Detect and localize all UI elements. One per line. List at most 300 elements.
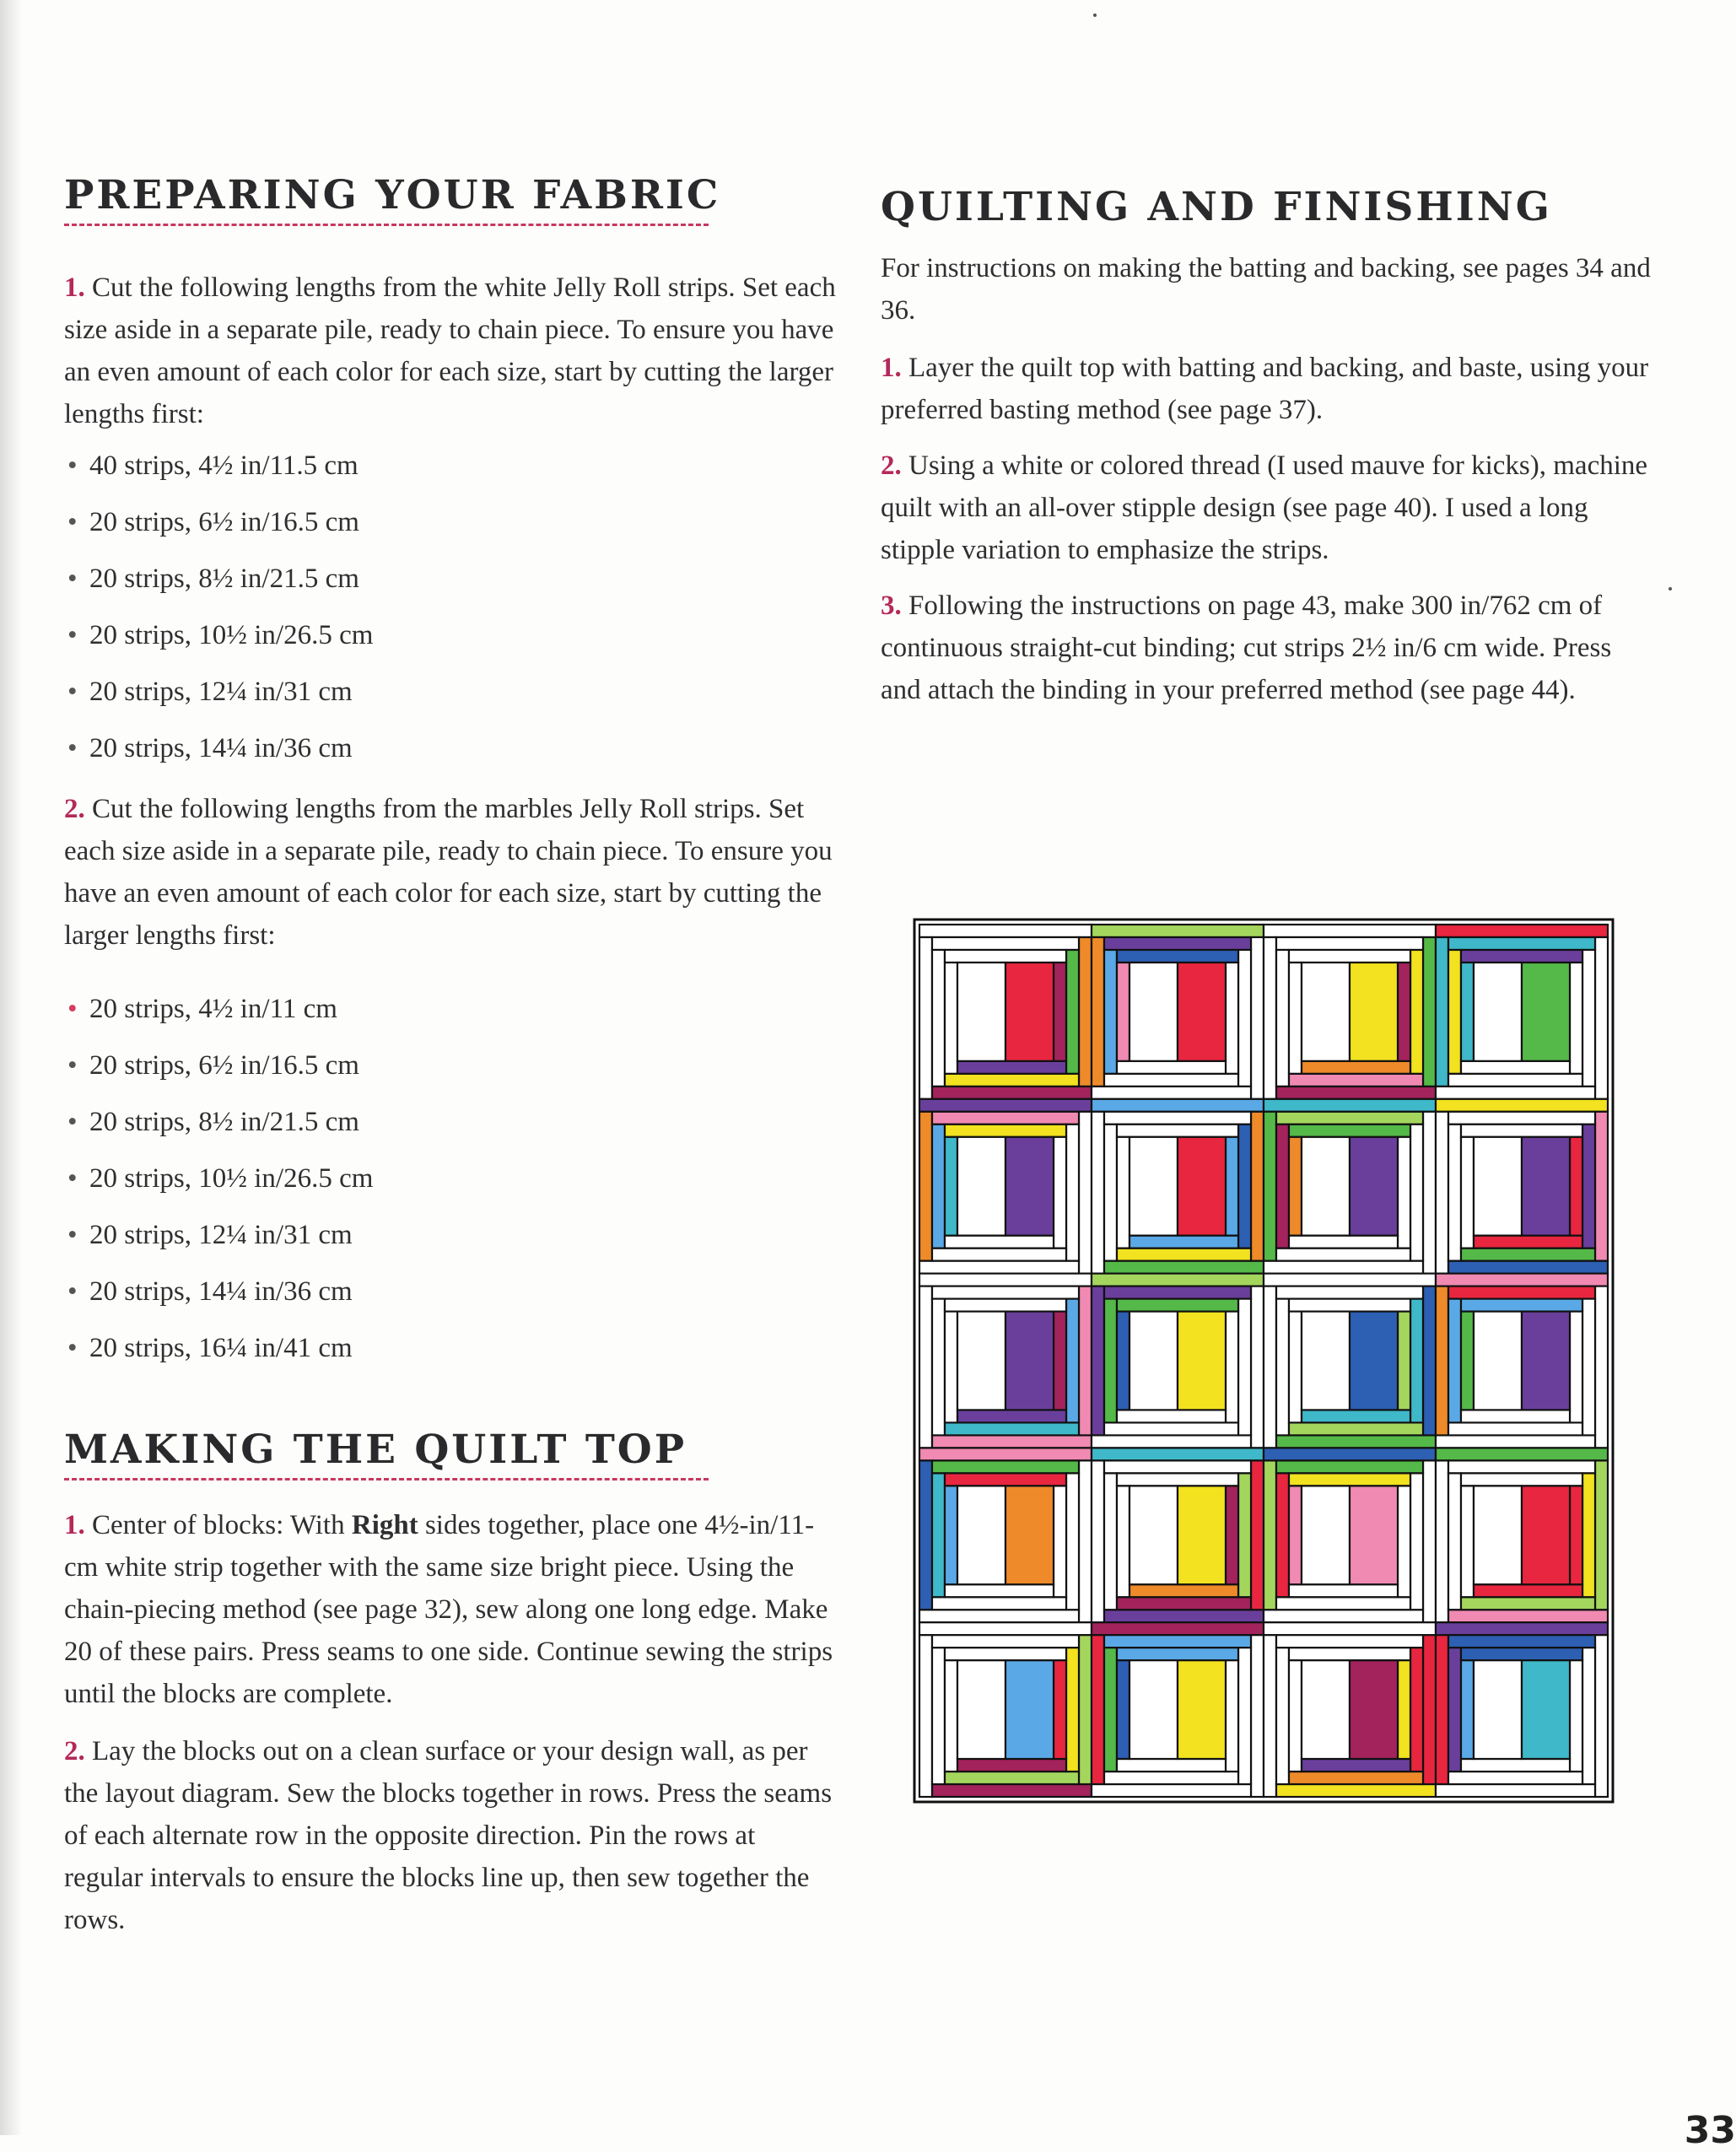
quilt-strip [1461, 963, 1474, 1061]
step-text: Cut the following lengths from the marbles Jelly Roll strips. Set each size aside in a separate pile, ready to chain piece. To ensure you have an even amount of each color for each size, start by cutting the larger lengths first: [64, 794, 833, 952]
quilt-strip [1436, 925, 1608, 937]
quilt-center-strip [1302, 1312, 1350, 1410]
quilt-strip [1276, 1087, 1436, 1099]
quilt-strip [1054, 1137, 1066, 1249]
quilt-layout-diagram [913, 918, 1615, 1804]
quilt-strip [1079, 1112, 1092, 1274]
quilt-strip [1276, 1635, 1423, 1648]
quilt-strip [1289, 1660, 1302, 1772]
quilt-strip [1092, 925, 1264, 937]
quilt-center-strip [1005, 1312, 1054, 1410]
quilt-strip [1289, 1125, 1410, 1137]
strip-list-text: 20 strips, 6½ in/16.5 cm [89, 507, 359, 538]
quilt-strip [1436, 1784, 1595, 1797]
quilt-strip [945, 1648, 1066, 1660]
quilt-strip [1264, 1448, 1436, 1460]
quilt-strip [932, 1435, 1092, 1448]
quilt-strip [1117, 1299, 1238, 1312]
quilt-strip [1092, 1112, 1104, 1274]
bullet-icon: • [67, 620, 78, 651]
quilt-strip [1289, 1236, 1398, 1249]
bullet-icon: • [67, 994, 78, 1025]
quilt-strip [1104, 1635, 1251, 1648]
strip-list-item [64, 1275, 840, 1308]
print-speck [1669, 587, 1672, 591]
quilt-center-strip [957, 1660, 1005, 1759]
quilt-strip [1436, 1448, 1608, 1460]
quilt-center-strip [1005, 1486, 1054, 1584]
quilt-strip [1251, 937, 1264, 1099]
quilt-center-strip [1005, 1660, 1054, 1759]
quilt-strip [1066, 1125, 1079, 1261]
quilt-strip [1066, 1299, 1079, 1423]
quilt-strip [1276, 1597, 1410, 1610]
quilt-strip [1582, 1299, 1595, 1436]
step-text-pre: Center of blocks: With [92, 1510, 352, 1541]
quilt-strip [1398, 1660, 1410, 1759]
quilting-section [881, 185, 1657, 711]
bullet-icon: • [67, 1107, 78, 1138]
strip-list-item [64, 731, 840, 765]
quilt-strip [1104, 1261, 1264, 1274]
quilt-strip [1398, 963, 1410, 1061]
quilt-center-strip [1302, 1660, 1350, 1759]
quilt-center-strip [1129, 1660, 1178, 1759]
quilt-strip [1436, 1635, 1448, 1784]
quilt-center-strip [1474, 1312, 1522, 1410]
quilt-strip [1226, 1486, 1238, 1584]
strip-list-text: 20 strips, 4½ in/11 cm [89, 994, 337, 1025]
quilt-strip [1448, 1473, 1461, 1610]
step-number: 2. [881, 450, 902, 482]
quilt-center-strip [1474, 1137, 1522, 1236]
quilt-strip [1251, 1286, 1264, 1448]
left-column [64, 173, 840, 1941]
quilt-strip [919, 925, 1092, 937]
quilt-strip [1092, 1099, 1264, 1112]
quilt-strip [1264, 1460, 1276, 1610]
step-number: 1. [881, 353, 902, 384]
marbles-strip-list [64, 992, 840, 1365]
quilt-strip [945, 1074, 1079, 1087]
quilt-strip [945, 1299, 1066, 1312]
quilt-strip [1436, 1460, 1448, 1622]
quilt-strip [932, 950, 945, 1087]
quilt-strip [1092, 1448, 1264, 1460]
quilt-strip [1264, 1286, 1276, 1448]
quilt-strip [919, 1261, 1079, 1274]
quilt-strip [1238, 1125, 1251, 1249]
quilt-center-strip [1474, 1660, 1522, 1759]
quilt-strip [1595, 1286, 1608, 1448]
quilt-strip [932, 1473, 945, 1597]
quilt-strip [1436, 1112, 1448, 1274]
quilt-strip [1461, 1299, 1582, 1312]
quilt-strip [1595, 937, 1608, 1099]
quilt-strip [1117, 1597, 1251, 1610]
page-number: 33 [1684, 2109, 1736, 2152]
quilt-strip [1474, 1236, 1582, 1249]
quilt-strip [1117, 1486, 1129, 1597]
quilt-strip [1054, 1486, 1066, 1597]
quilt-strip [1117, 1125, 1238, 1137]
quilt-strip [1104, 1286, 1251, 1299]
quilt-strip [1461, 1061, 1570, 1074]
bullet-icon: • [67, 564, 78, 595]
quilt-strip [1276, 1648, 1289, 1784]
quilt-strip [945, 950, 1066, 963]
quilt-strip [945, 1772, 1079, 1784]
quilt-strip [1226, 1137, 1238, 1236]
quilt-strip [1276, 1249, 1410, 1261]
step-text-bold: Right [351, 1510, 418, 1541]
quilt-strip [1117, 1473, 1238, 1486]
quilt-strip [1079, 1460, 1092, 1622]
quilt-center-strip [1178, 1137, 1226, 1236]
quilt-strip [1461, 1759, 1570, 1772]
step-number: 3. [881, 591, 902, 622]
quilt-strip [1398, 1137, 1410, 1249]
quilt-center-strip [1129, 963, 1178, 1061]
quilt-strip [1251, 1635, 1264, 1797]
quilt-strip [1066, 950, 1079, 1074]
quilt-strip [1448, 1074, 1582, 1087]
quilt-strip [1092, 1784, 1251, 1797]
quilt-strip [1398, 1486, 1410, 1597]
bullet-icon: • [67, 677, 78, 708]
quilt-strip [1276, 1784, 1436, 1797]
quilt-strip [1092, 1460, 1104, 1622]
quilt-center-strip [1178, 1486, 1226, 1584]
quilt-strip [1436, 1274, 1608, 1286]
quilt-strip [919, 1448, 1092, 1460]
quilt-strip [1092, 1286, 1104, 1436]
bullet-icon: • [67, 1333, 78, 1364]
quilt-center-strip [957, 963, 1005, 1061]
quilt-strip [1092, 1274, 1264, 1286]
quilt-strip [1448, 1112, 1595, 1125]
bullet-icon: • [67, 1276, 78, 1308]
quilt-strip [1226, 1660, 1238, 1772]
quilt-strip [945, 1422, 1079, 1435]
strip-list-text: 20 strips, 16¼ in/41 cm [89, 1333, 353, 1364]
quilt-center-strip [1474, 963, 1522, 1061]
quilt-strip [1226, 1312, 1238, 1423]
quilt-strip [1448, 1460, 1595, 1473]
strip-list-item [64, 1331, 840, 1365]
quilt-center-strip [1522, 1660, 1570, 1759]
quilt-strip [1104, 1299, 1117, 1423]
quilt-strip [1423, 1460, 1436, 1622]
strip-list-item [64, 992, 840, 1026]
bullet-icon: • [67, 1050, 78, 1081]
quilt-strip [1289, 1648, 1410, 1660]
quilting-step-1 [881, 347, 1657, 431]
strip-list-item [64, 1049, 840, 1082]
quilt-center-strip [1522, 963, 1570, 1061]
quilt-strip [1436, 1286, 1448, 1436]
quilt-center-strip [1302, 1137, 1350, 1236]
quilt-strip [1104, 1422, 1238, 1435]
quilting-heading: QUILTING AND FINISHING [881, 184, 1552, 230]
quilt-strip [1289, 1074, 1423, 1087]
preparing-step-1 [64, 267, 840, 435]
quilt-strip [1570, 1137, 1582, 1236]
quilt-strip [957, 1061, 1066, 1074]
quilt-strip [1276, 1435, 1436, 1448]
quilt-strip [932, 1286, 1079, 1299]
quilt-strip [957, 1759, 1066, 1772]
quilt-strip [1079, 937, 1092, 1087]
quilt-strip [932, 1597, 1066, 1610]
step-text-post: sides together, place one 4½-in/11-cm white strip together with the same size bright piece. Using the chain-piecing method (see page 32), sew along one long edge. Make 20 of these pairs. Press seams to one side. Continue sewing the strips until the blocks are complete. [64, 1510, 833, 1710]
quilt-strip [919, 1099, 1092, 1112]
quilt-strip [1079, 1635, 1092, 1784]
quilt-center-strip [1350, 1660, 1398, 1759]
quilt-center-strip [1522, 1137, 1570, 1236]
quilt-strip [1436, 1099, 1608, 1112]
quilt-strip [1461, 1648, 1582, 1660]
quilt-strip [1448, 1286, 1595, 1299]
quilt-strip [1092, 1435, 1251, 1448]
strip-list-text: 20 strips, 8½ in/21.5 cm [89, 564, 359, 595]
quilt-strip [919, 1112, 932, 1261]
quilt-strip [1117, 1410, 1226, 1422]
quilt-strip [919, 1622, 1092, 1635]
strip-list-text: 20 strips, 8½ in/21.5 cm [89, 1107, 359, 1138]
quilt-strip [919, 1635, 932, 1797]
quilt-strip [1054, 1660, 1066, 1759]
quilt-strip [1264, 1112, 1276, 1261]
strip-list-item [64, 618, 840, 652]
strip-list-text: 20 strips, 10½ in/26.5 cm [89, 620, 374, 651]
quilt-strip [1289, 1486, 1302, 1584]
quilt-center-strip [1350, 1137, 1398, 1236]
quilt-strip [945, 1660, 957, 1772]
quilt-strip [1410, 1473, 1423, 1610]
quilt-strip [1289, 1772, 1423, 1784]
quilt-strip [1117, 1061, 1226, 1074]
step-number: 2. [64, 794, 85, 825]
quilt-strip [1436, 1087, 1595, 1099]
quilt-strip [1582, 1473, 1595, 1597]
quilt-strip [1264, 925, 1436, 937]
quilt-strip [932, 1648, 945, 1784]
preparing-section [64, 173, 840, 1365]
quilt-strip [1448, 1125, 1461, 1261]
quilt-center-strip [1129, 1137, 1178, 1236]
quilt-strip [1054, 963, 1066, 1061]
step-text: Lay the blocks out on a clean surface or your design wall, as per the layout diagram. Sew the blocks together in rows. Press the seams of each alternate row in the opposite direction. Pin the rows at regular intervals to ensure the blocks line up, then sew together the rows. [64, 1736, 833, 1936]
quilt-strip [1570, 963, 1582, 1074]
quilt-strip [1276, 1125, 1289, 1249]
quilt-strip [1276, 950, 1289, 1087]
quilt-strip [1276, 1299, 1289, 1436]
quilting-step-3 [881, 585, 1657, 711]
quilt-strip [932, 1784, 1092, 1797]
quilt-strip [945, 1137, 957, 1236]
quilt-center-strip [1350, 963, 1398, 1061]
quilt-strip [1264, 1610, 1423, 1622]
quilt-strip [932, 1460, 1079, 1473]
quilt-strip [1276, 1460, 1423, 1473]
quilt-strip [932, 1249, 1066, 1261]
quilt-strip [945, 1312, 957, 1423]
quilt-strip [945, 1473, 1066, 1486]
quilt-strip [1104, 1772, 1238, 1784]
quilt-strip [1104, 1610, 1264, 1622]
step-text: Layer the quilt top with batting and backing, and baste, using your preferred basting method (see page 37). [881, 353, 1649, 426]
quilt-strip [1276, 1473, 1289, 1597]
strip-list-item [64, 1162, 840, 1195]
quilt-center-strip [957, 1137, 1005, 1236]
quilt-strip [1461, 1660, 1474, 1759]
step-number: 2. [64, 1736, 85, 1767]
quilt-strip [1289, 963, 1302, 1074]
making-step-2 [64, 1730, 840, 1941]
quilt-center-strip [1005, 1137, 1054, 1236]
quilt-strip [1238, 1299, 1251, 1436]
quilt-center-strip [1129, 1486, 1178, 1584]
quilt-strip [1092, 937, 1104, 1087]
quilt-strip [932, 1112, 1079, 1125]
quilt-strip [1448, 950, 1461, 1074]
quilt-strip [1092, 1635, 1104, 1784]
quilt-strip [1264, 937, 1276, 1099]
quilt-strip [1461, 1312, 1474, 1410]
quilt-strip [1302, 1061, 1410, 1074]
strip-list-text: 20 strips, 14¼ in/36 cm [89, 1276, 353, 1308]
strip-list-item [64, 449, 840, 483]
quilt-strip [945, 1486, 957, 1584]
quilt-center-strip [1178, 1312, 1226, 1410]
quilt-center-strip [1178, 963, 1226, 1061]
quilt-strip [1226, 963, 1238, 1074]
quilt-strip [1570, 1660, 1582, 1772]
quilt-strip [1423, 937, 1436, 1087]
quilt-strip [1264, 1622, 1436, 1635]
heading-rule [64, 224, 709, 226]
quilt-center-strip [1350, 1486, 1398, 1584]
quilt-center-strip [1129, 1312, 1178, 1410]
quilt-strip [1289, 1584, 1398, 1597]
quilt-strip [1264, 1274, 1436, 1286]
quilt-strip [1276, 1286, 1423, 1299]
quilt-strip [1423, 1635, 1436, 1784]
quilt-center-strip [1302, 1486, 1350, 1584]
quilt-strip [1302, 1759, 1410, 1772]
quilt-strip [1595, 1112, 1608, 1261]
quilting-intro: For instructions on making the batting and backing, see pages 34 and 36. [881, 253, 1651, 326]
quilt-strip [1117, 1759, 1226, 1772]
step-text: Following the instructions on page 43, make 300 in/762 cm of continuous straight-cut binding; cut strips 2½ in/6 cm wide. Press and attach the binding in your preferred method (see page 44). [881, 591, 1612, 706]
quilt-strip [1104, 950, 1117, 1074]
quilt-strip [1092, 1087, 1251, 1099]
strip-list-text: 20 strips, 10½ in/26.5 cm [89, 1163, 374, 1195]
step-number: 1. [64, 1510, 85, 1541]
quilt-strip [1423, 1112, 1436, 1274]
quilt-strip [1410, 1125, 1423, 1261]
quilt-strip [1238, 1473, 1251, 1597]
quilt-strip [1251, 1112, 1264, 1261]
quilt-strip [945, 1236, 1054, 1249]
quilt-strip [957, 1410, 1066, 1422]
quilt-strip [1448, 1299, 1461, 1423]
step-text: Cut the following lengths from the white Jelly Roll strips. Set each size aside in a separate pile, ready to chain piece. To ensure you have an even amount of each color for each size, start by cutting the larger lengths first: [64, 272, 836, 430]
quilt-center-strip [1350, 1312, 1398, 1410]
quilt-strip [919, 1274, 1092, 1286]
quilt-strip [1448, 1422, 1582, 1435]
bullet-icon: • [67, 507, 78, 538]
quilt-strip [932, 1125, 945, 1249]
book-spine-shadow [0, 0, 22, 2135]
quilt-strip [1117, 1137, 1129, 1249]
strip-list-item [64, 505, 840, 539]
quilt-strip [1448, 1610, 1608, 1622]
quilt-strip [1276, 937, 1423, 950]
quilt-strip [1066, 1648, 1079, 1772]
quilt-strip [919, 1460, 932, 1610]
quilt-strip [1570, 1312, 1582, 1423]
quilt-center-strip [1302, 963, 1350, 1061]
quilt-strip [1264, 1099, 1436, 1112]
making-step-1 [64, 1504, 840, 1715]
step-number: 1. [64, 272, 85, 304]
quilt-strip [1079, 1286, 1092, 1436]
strip-list-text: 20 strips, 6½ in/16.5 cm [89, 1050, 359, 1081]
white-strip-list [64, 449, 840, 765]
quilt-strip [1129, 1236, 1238, 1249]
making-section [64, 1427, 840, 1941]
strip-list-text: 40 strips, 4½ in/11.5 cm [89, 450, 359, 482]
quilt-center-strip [1178, 1660, 1226, 1759]
quilt-strip [1117, 1648, 1238, 1660]
quilt-strip [1410, 1299, 1423, 1423]
quilt-strip [1104, 1074, 1238, 1087]
quilt-strip [919, 937, 932, 1099]
quilt-strip [1092, 1622, 1264, 1635]
quilt-strip [1117, 1249, 1251, 1261]
strip-list-text: 20 strips, 12¼ in/31 cm [89, 677, 353, 708]
strip-list-item [64, 1218, 840, 1252]
quilt-strip [1461, 1597, 1595, 1610]
quilt-strip [1436, 937, 1448, 1087]
quilt-strip [1461, 1137, 1474, 1249]
quilt-strip [945, 1125, 1066, 1137]
quilt-strip [1461, 1125, 1582, 1137]
quilt-strip [1595, 1635, 1608, 1797]
strip-list-text: 20 strips, 12¼ in/31 cm [89, 1220, 353, 1251]
quilt-strip [1410, 1648, 1423, 1772]
bullet-icon: • [67, 1220, 78, 1251]
quilt-strip [932, 1087, 1092, 1099]
quilt-strip [932, 1299, 945, 1436]
quilt-strip [1066, 1473, 1079, 1610]
quilt-strip [1448, 1772, 1582, 1784]
quilt-strip [1423, 1286, 1436, 1436]
quilt-strip [1461, 1473, 1582, 1486]
preparing-step-2 [64, 788, 840, 957]
quilt-strip [1238, 1648, 1251, 1784]
quilt-strip [1302, 1410, 1410, 1422]
quilt-strip [1238, 950, 1251, 1087]
quilt-strip [1570, 1486, 1582, 1584]
bullet-icon: • [67, 450, 78, 482]
quilt-strip [1117, 1660, 1129, 1759]
quilt-center-strip [957, 1312, 1005, 1410]
step-text: Using a white or colored thread (I used mauve for kicks), machine quilt with an all-over stipple design (see page 40). I used a long stipple variation to emphasize the strips. [881, 450, 1648, 566]
quilt-strip [1410, 950, 1423, 1074]
